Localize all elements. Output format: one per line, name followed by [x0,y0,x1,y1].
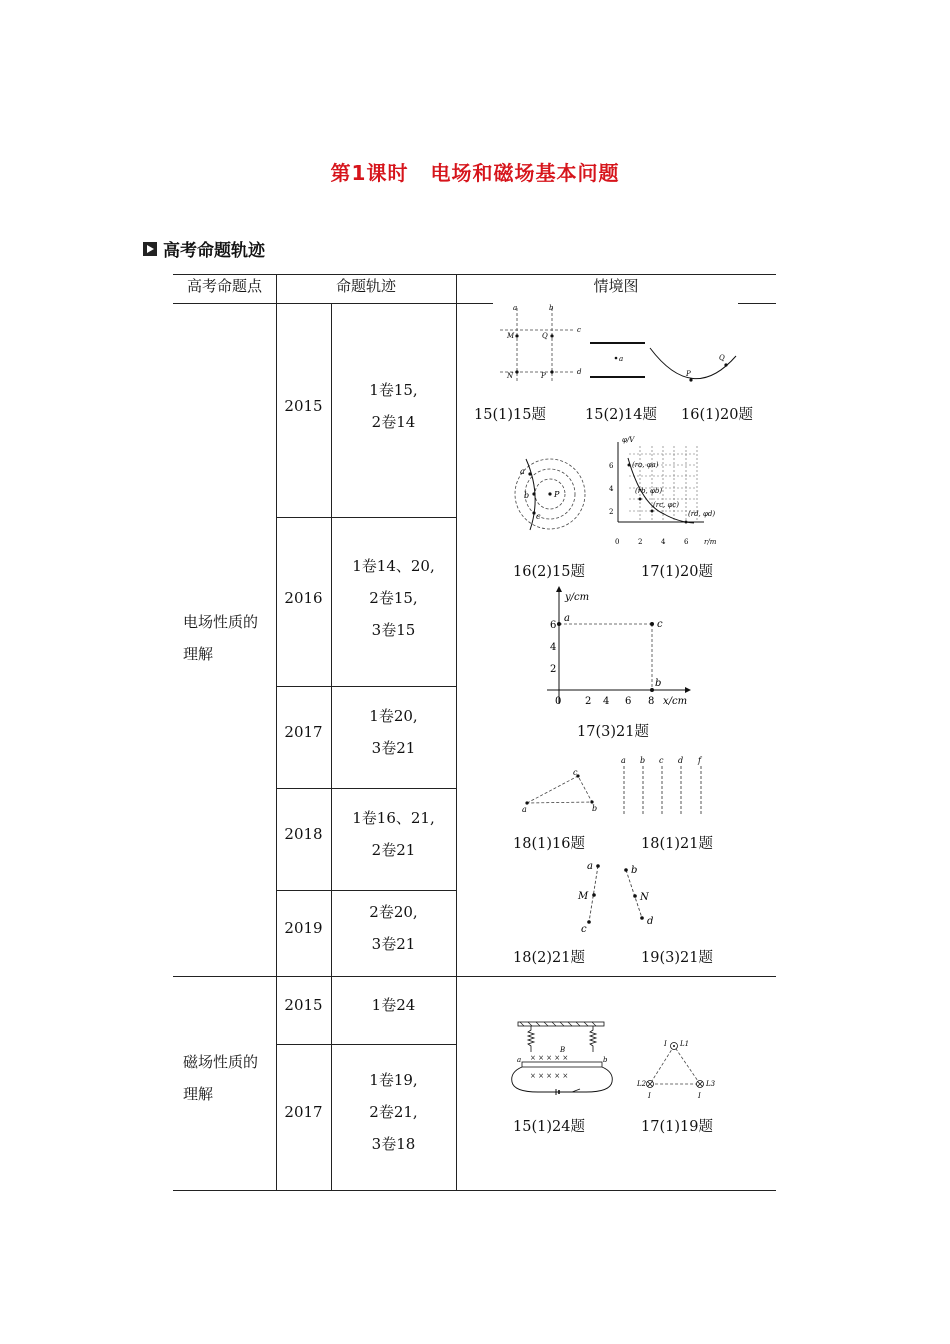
line-label: f [698,756,701,765]
track-cell [331,700,456,764]
track-line: 3卷15 [371,621,416,639]
segment-label: M [578,891,589,902]
point-electric [183,606,258,670]
line-label: d [678,756,684,765]
circle-label: P [554,490,560,499]
line-label: a [621,756,626,765]
point-magnetic-line2: 理解 [183,1085,214,1103]
tick-label: 4 [609,485,614,493]
wire-label: L1 [680,1040,690,1048]
figure-caption: 15(2)14题 [585,407,657,423]
segment-label: d [647,916,654,927]
tick-label: 0 [555,696,562,707]
point-label: (rd, φd) [688,510,716,518]
track-line: 2卷15, [369,589,418,607]
track-line: 3卷21 [371,935,416,953]
tick-label: 2 [585,696,592,707]
figure-three-wires [632,1036,717,1101]
track-line: 3卷21 [371,739,416,757]
figure-phi-r-graph [606,436,726,548]
point-label: (ra, φa) [632,461,659,469]
lesson-topic: 电场和磁场基本问题 [430,161,620,185]
page-title [0,157,950,186]
triangle-label: a [522,805,527,814]
grid-label: b [549,304,554,312]
circle-label: b [524,491,530,500]
header-point: 高考命题点 [186,277,262,295]
year-cell: 2017 [284,1103,323,1121]
figure-caption: 15(1)15题 [474,407,546,423]
triangle-label: c [573,768,578,777]
grid-label: P [541,372,546,380]
figure-equipotential-lines [615,754,715,819]
figure-caption: 18(1)16题 [513,836,585,852]
segment-label: b [631,865,638,876]
figure-segment-bnd [618,858,663,933]
axis-label: y/cm [565,592,590,603]
track-cell [331,550,456,646]
figure-xy-graph [545,586,695,711]
figure-caption: 18(1)21题 [641,836,713,852]
section-heading [143,236,265,261]
point-electric-line1: 电场性质的 [183,613,259,631]
figure-grid-points [495,300,585,385]
grid-label: c [577,326,581,334]
tick-label: 6 [625,696,632,707]
header-track: 命题轨迹 [335,277,396,295]
track-line: 1卷15, [369,381,418,399]
play-triangle-icon [143,242,157,256]
figure-parabola [648,340,743,390]
wire-label: L3 [706,1080,716,1088]
tick-label: 2 [638,538,643,546]
lesson-number: 第1课时 [330,161,409,185]
track-line: 2卷20, [369,903,418,921]
grid-label: Q [542,332,548,340]
grid-label: N [507,372,514,380]
axis-label: x/cm [663,696,688,707]
wire-label: L2 [637,1080,647,1088]
point-label: c [657,619,663,630]
track-line: 1卷16、21, [352,809,435,827]
figure-segment-amc [572,856,612,936]
track-cell [331,802,456,866]
parabola-label: P [686,370,691,378]
line-label: c [659,756,664,765]
tick-label: 4 [661,538,666,546]
wire-label: I [664,1040,667,1048]
section-heading-text: 高考命题轨迹 [163,241,265,261]
track-line: 3卷18 [371,1135,416,1153]
tick-label: 0 [615,538,620,546]
axis-label: φ/V [622,436,635,444]
plate-label: a [619,355,624,363]
grid-label: M [507,332,515,340]
figure-caption: 17(1)20题 [641,564,713,580]
tick-label: 2 [550,664,557,675]
track-line: 1卷19, [369,1071,418,1089]
year-cell: 2017 [284,723,323,741]
svg-text:× × × × ×: × × × × × [530,1072,569,1080]
tick-label: 4 [550,642,557,653]
field-label: B [560,1046,566,1054]
figure-caption: 18(2)21题 [513,950,585,966]
parabola-label: Q [719,354,725,362]
year-cell: 2015 [284,996,323,1014]
point-label: a [564,613,570,624]
rod-end-label: b [603,1056,608,1064]
figure-plates [588,338,648,383]
point-label: (rb, φb) [635,487,663,495]
figure-caption: 15(1)24题 [513,1119,585,1135]
figure-caption: 16(2)15题 [513,564,585,580]
track-cell [331,374,456,438]
grid-label: d [577,368,582,376]
track-line: 1卷24 [371,996,416,1014]
track-line: 2卷21 [371,841,416,859]
figure-caption: 19(3)21题 [641,950,713,966]
track-cell [331,896,456,960]
track-cell [331,1064,456,1160]
figure-caption: 16(1)20题 [681,407,753,423]
figure-triangle [518,768,603,818]
track-line: 1卷20, [369,707,418,725]
tick-label: 6 [550,620,557,631]
rod-end-label: a [517,1056,522,1064]
triangle-label: b [592,804,598,813]
circle-label: a [520,467,525,476]
point-magnetic [183,1046,258,1110]
year-cell: 2018 [284,825,323,843]
tick-label: 8 [648,696,655,707]
point-label: (rc, φc) [653,501,680,509]
figure-caption: 17(1)19题 [641,1119,713,1135]
point-electric-line2: 理解 [183,645,214,663]
figure-caption: 17(3)21题 [577,724,649,740]
tick-label: 6 [684,538,689,546]
svg-text:× × × × ×: × × × × × [530,1054,569,1062]
segment-label: a [587,861,593,872]
track-cell [331,989,456,1021]
figure-rod-springs [508,1020,618,1105]
year-cell: 2019 [284,919,323,937]
axis-label: r/m [704,538,717,546]
point-magnetic-line1: 磁场性质的 [183,1053,259,1071]
year-cell: 2015 [284,397,323,415]
year-cell: 2016 [284,589,323,607]
line-label: b [640,756,646,765]
segment-label: c [581,924,587,935]
wire-label: I [698,1092,701,1100]
wire-label: I [648,1092,651,1100]
header-figure: 情境图 [593,277,639,295]
track-line: 2卷21, [369,1103,418,1121]
figure-circles [512,455,587,535]
track-line: 2卷14 [371,413,416,431]
tick-label: 4 [603,696,610,707]
grid-label: a [513,304,518,312]
track-line: 1卷14、20, [352,557,435,575]
segment-label: N [640,892,649,903]
point-label: b [655,678,662,689]
tick-label: 2 [609,508,614,516]
circle-label: c [536,512,541,521]
tick-label: 6 [609,462,614,470]
